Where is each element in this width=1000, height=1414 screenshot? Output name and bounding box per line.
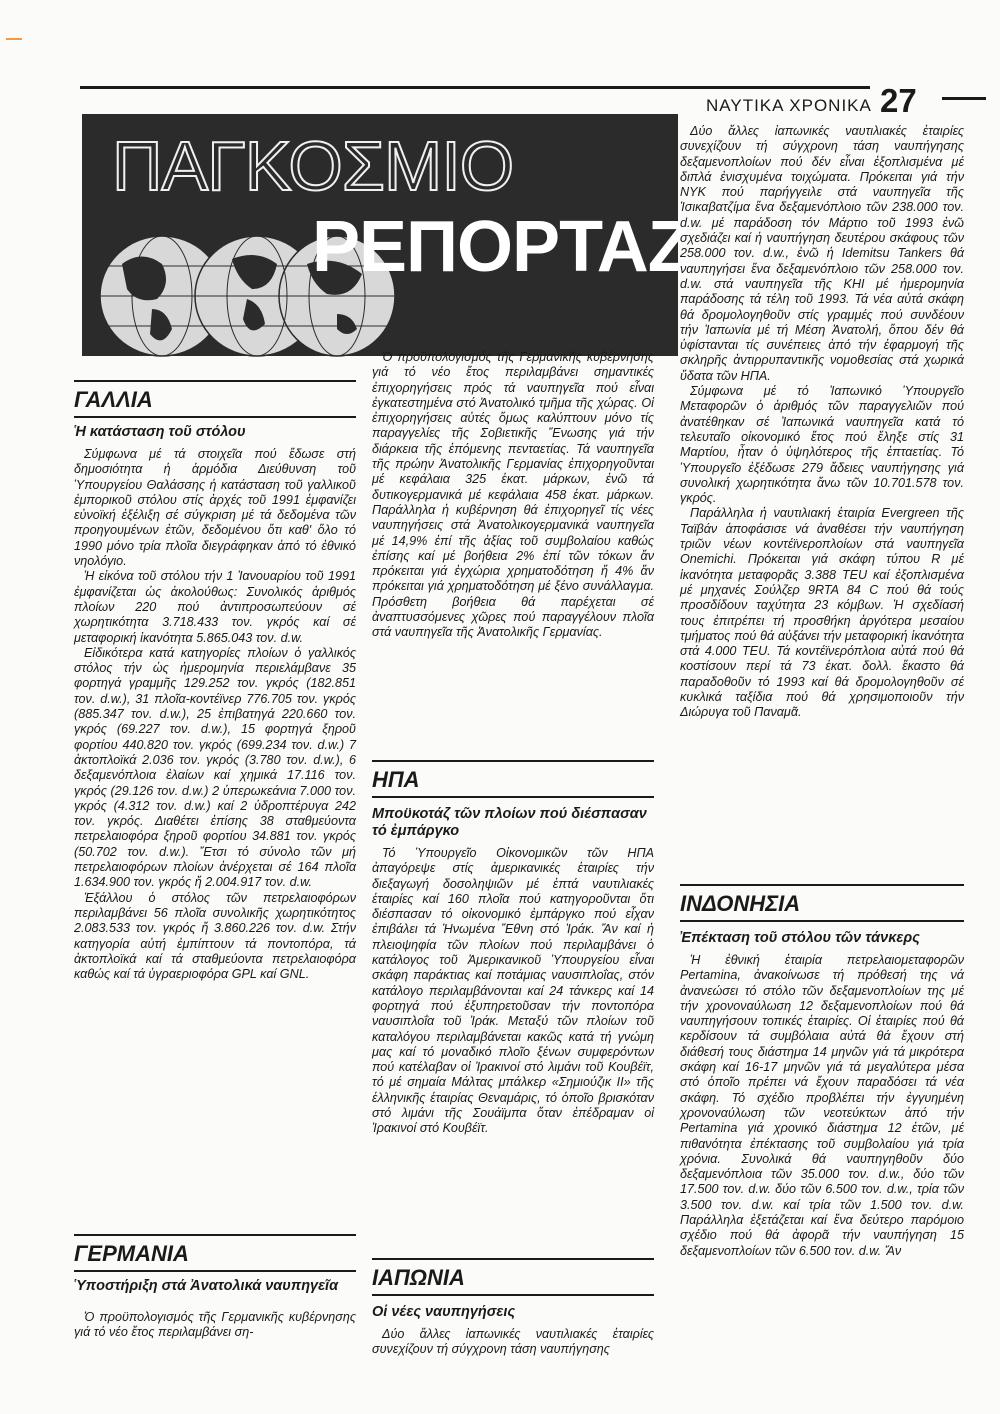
paragraph: Σύμφωνα μέ τά στοιχεῖα πού ἔδωσε στή δημοσιότητα ἡ ἁρμόδια Διεύθυνση τοῦ Ὑπουργείου Θαλάσσης ἡ κατάσταση τοῦ γαλλικοῦ ἐμπορικοῦ στόλου στίς ἀρχές τοῦ 1991 ἐμφανίζει εὐνοϊκή ἐξέλιξη σέ σύγκριση μέ τά δεδομένα τῶν προηγουμένων ἐτῶν, δεδομένου ὅτι καθ' ὅλο τό 1990 μόνο τρία πλοῖα διεγράφηκαν ἀπό τό ἐθνικό νηολόγιο.	[74, 447, 356, 569]
section-germania-heading	[74, 1234, 356, 1295]
section-subtitle: Μποϋκοτάζ τῶν πλοίων πού διέσπασαν τό ἐμπάργκο	[372, 806, 647, 839]
section-indonisia	[680, 884, 964, 1393]
banner-title-line2: ΡΕΠΟΡΤΑΖ	[312, 207, 691, 287]
banner-title-line1: ΠΑΓΚΟΣΜΙΟ	[112, 127, 514, 205]
section-subtitle: Οἱ νέες ναυπηγήσεις	[372, 1304, 516, 1320]
section-subtitle: Ὑποστήριξη στά Ἀνατολικά ναυπηγεῖα	[74, 1278, 339, 1294]
running-header: ΝΑΥΤΙΚΑ ΧΡΟΝΙΚΑ	[706, 96, 872, 115]
section-title: ΙΝΔΟΝΗΣΙΑ	[680, 891, 801, 916]
section-heading	[74, 1234, 356, 1272]
banner	[82, 114, 691, 356]
section-ipa	[372, 760, 654, 1137]
germania-body-start	[74, 1310, 356, 1376]
section-heading	[680, 884, 964, 922]
page-number: 27	[880, 82, 917, 119]
section-title: ΓΑΛΛΙΑ	[74, 387, 153, 412]
section-title: ΙΑΠΩΝΙΑ	[372, 1265, 465, 1290]
paragraph: Ὁ προϋπολογισμός τῆς Γερμανικῆς κυβέρνησης γιά τό νέο ἔτος περιλαμβάνει σημαντικές ἐπιχορηγήσεις πρός τά ναυπηγεῖα πού εἶναι ἐγκατεστημένα στό Ἀνατολικό τμῆμα τῆς χώρας. Οἱ ἐπιχορηγήσεις αὐτές ὅμως καλύπτουν μόνο τίς παραγγελίες τῆς Σοβιετικῆς Ἕνωσης γιά τήν διάρκεια τῆς ἑπόμενης πενταετίας. Τά ναυπηγεῖα τῆς πρώην Ἀνατολικῆς Γερμανίας ἐπιχορηγοῦνται μέ κεφάλαια 325 ἑκατ. μάρκων, ἐνῶ τά δυτικογερμανικά μέ κεφάλαια 458 ἑκατ. μάρκων. Παράλληλα ἡ κυβέρνηση θά ἐπιχορηγεῖ τίς νέες ναυπηγήσεις στά Ἀνατολικογερμανικά ναυπηγεῖα μέ 14,9% ἐπί τῆς ἀξίας τοῦ συμβολαίου καθώς ἐπίσης καί μέ βοήθεια 2% ἐπί τῶν τόκων ἄν πρόκειται γιά ἐγχώρια χρηματοδότηση ἤ 4% ἄν πρόκειται γιά χρηματοδότηση μέ ξένο συνάλλαγμα. Πρόσθετη βοήθεια θά παρέχεται σέ ἀναπτυσσόμενες χῶρες πού παραγγέλουν πλοῖα στά ναυπηγεῖα τῆς Ἀνατολικῆς Γερμανίας.	[372, 350, 654, 640]
section-title: ΓΕΡΜΑΝΙΑ	[74, 1241, 189, 1266]
corner-mark	[6, 38, 22, 40]
germania-body-continued	[372, 350, 654, 752]
section-heading	[74, 380, 356, 418]
paragraph: Παράλληλα ἡ ναυτιλιακή ἑταιρία Evergreen τῆς Ταϊβάν ἀποφάσισε νά ἀναθέσει τήν ναυπήγηση τριῶν νέων κοντέϊνεροπλοίων στά ναυπηγεῖα Onemichi. Πρόκειται γιά σκάφη τύπου R μέ ἱκανότητα μεταφορᾶς 3.388 TEU καί ἐξοπλισμένα μέ μηχανές Σούλζερ 9RTA 84 C πού θά τούς προσδίδουν ταχύτητα 23 κόμβων. Ἡ σχεδίασή τους ἐπιτρέπει τή προσθήκη ἀργότερα μεσαίου τμήματος πού θά αὐξάνει τήν μεταφορική ἱκανότητα στά 4.000 TEU. Τά κοντέϊνερόπλοια αὐτά πού θά κοστίσουν περί τά 73 ἑκατ. δολλ. ἕκαστο θά παραδοθοῦν τό 1993 καί θά δρομολογηθοῦν σέ κυκλικά ταξίδια πού θά χρησιμοποιοῦν τήν Διώρυγα τοῦ Παναμᾶ.	[680, 506, 964, 720]
paragraph: Δύο ἄλλες ἰαπωνικές ναυτιλιακές ἑταιρίες συνεχίζουν τή σύγχρονη τάση ναυπήγησης	[372, 1327, 654, 1357]
section-iaponia	[372, 1258, 654, 1375]
paragraph: Εἰδικότερα κατά κατηγορίες πλοίων ὁ γαλλικός στόλος τήν ὡς ἡμερομηνία περιελάμβανε 35 φορτηγά γραμμῆς 129.252 τον. γκρός (182.851 τον. d.w.), 31 πλοῖα-κοντέϊνερ 776.705 τον. γκρός (885.347 τον. d.w.), 25 ἐπιβατηγά 220.660 τον. γκρός (69.227 τον. d.w.), 15 φορτηγά ξηροῦ φορτίου 440.820 τον. γκρός (699.234 τον. d.w.) 7 ἀκτοπλοϊκά 2.036 τον. γκρός (3.780 τον. d.w.), 6 δεξαμενόπλοια ἐλαίων καί χημικά 17.116 τον. γκρός (29.126 τον. d.w.) 2 ὑπερωκεάνια 7.000 τον. γκρός (4.312 τον. d.w.) καί 2 ὑδροπτέρυγα 242 τον. γκρός. Διαθέτει ἐπίσης 38 σταθμεύοντα πετρελαιοφόρα ξηροῦ φορτίου 34.881 τον. γκρός (50.702 τον. d.w.). Ἔτσι τό σύνολο τῶν μή πετρελαιοφόρων πλοίων ἀνέρχεται σέ 164 πλοῖα 1.634.900 τον. γκρός ἤ 2.004.917 τον. d.w.	[74, 645, 356, 890]
top-rule	[80, 86, 870, 89]
paragraph: Δύο ἄλλες ἰαπωνικές ναυτιλιακές ἑταιρίες συνεχίζουν τή σύγχρονη τάση ναυπήγησης δεξαμενοπλοίων πού δέν εἶναι ἐξοπλισμένα μέ διπλά ἐνισχυμένα τοιχώματα. Πρόκειται γιά τήν NYK πού παρήγγειλε στά ναυπηγεῖα τῆς Ἰσικαβατζίμα ἕνα δεξαμενόπλοιο τῶν 238.000 τον. d.w. μέ παράδοση τόν Μάρτιο τοῦ 1993 ἐνῶ σχεδιάζει καί ἡ ναυπήγηση δευτέρου σκάφους τῶν 258.000 τον. d.w., ἐνῶ ἡ Idemitsu Tankers θά ναυπηγήσει ἕνα δεξαμενόπλοιο τῶν 258.000 τον. d.w. στά ναυπηγεῖα τῆς ΚΗΙ μέ ἡμερομηνία παράδοσης τά τέλη τοῦ 1993. Τά νέα αὐτά σκάφη θά δρομολογηθοῦν στίς γραμμές πού συνδέουν τήν Ἰαπωνία μέ τή Μέση Ἀνατολή, ὅπου δέν θά ὑφίστανται τίς συνέπειες ἀπό τήν ἐφαρμογή τῆς σκληρῆς ἀντιρρυπαντικῆς νομοθεσίας στά χωρικά ὕδατα τῶν ΗΠΑ.	[680, 124, 964, 383]
paragraph: Ὁ προϋπολογισμός τῆς Γερμανικῆς κυβέρνησης γιά τό νέο ἔτος περιλαμβάνει ση-	[74, 1310, 356, 1340]
section-heading	[372, 1258, 654, 1296]
section-heading	[372, 760, 654, 798]
section-subtitle: Ἐπέκταση τοῦ στόλου τῶν τάνκερς	[680, 930, 920, 946]
paragraph: Τό Ὑπουργεῖο Οἰκονομικῶν τῶν ΗΠΑ ἀπαγόρεψε στίς ἀμερικανικές ἑταιρίες τήν διεξαγωγή δοσοληψιῶν μέ ἑπτά ναυτιλιακές ἑταιρίες καί 160 πλοῖα πού κατηγοροῦνται ὅτι διέσπασαν τό οἰκονομικό ἐμπάργκο πού εἶχαν ἐπιβάλει τά Ἡνωμένα Ἔθνη στό Ἰράκ. Ἄν καί ἡ πλειοψηφία τῶν πλοίων πού περιλαμβάνει ὁ κατάλογος τοῦ Ἀμερικανικοῦ Ὑπουργείου εἶναι σκάφη παράκτιας καί ποτάμιας ναυσιπλοΐας, στόν κατάλογο περιλαμβάνονται καί 24 τάνκερς καί 14 φορτηγά πού ἐξυπηρετοῦσαν τήν ποντοπόρα ναυσιπλοΐα τοῦ Ἰράκ. Μεταξύ τῶν πλοίων τοῦ καταλόγου περιλαμβάνεται κακῶς κατά τή γνώμη μας καί τό μοναδικό πλοῖο ξένων συμφερόντων πού κατέλαβαν οἱ Ἰρακινοί στό λιμάνι τοῦ Κουβέϊτ, τό μέ σημαία Μάλτας μπάλκερ «Σημιούζικ ΙΙ» τῆς ἑλληνικῆς ἑταιρίας Θεναμάρις, τό ὁποῖο βρισκόταν στό λιμάνι τῆς Σουάϊμπα ὅταν ἐπέδραμαν οἱ Ἰρακινοί στό Κουβέϊτ.	[372, 846, 654, 1136]
paragraph: Ἡ εἰκόνα τοῦ στόλου τήν 1 Ἰανουαρίου τοῦ 1991 ἐμφανίζεται ὡς ἀκολούθως: Συνολικός ἀριθμός πλοίων 220 πού ἀντιπροσωπεύουν σέ χωρητικότητα 3.718.433 τον. γκρός καί σέ μεταφορική ἱκανότητα 5.865.043 τον. d.w.	[74, 569, 356, 645]
section-gallia	[74, 380, 356, 982]
paragraph: Ἡ ἐθνική ἑταιρία πετρελαιομεταφορῶν Pertamina, ἀνακοίνωσε τή πρόθεσή της νά ἀνανεώσει τό στόλο τῶν δεξαμενοπλοίων της μέ τήν χρονοναύλωση 12 δεξαμενοπλοίων πού θά ναυπηγήσουν τοπικές ἑταιρίες. Οἱ ἑταιρίες πού θά κερδίσουν τά συμβόλαια αὐτά θά ἔχουν στή διάθεσή τους διάστημα 14 μηνῶν γιά τά μικρότερα σκάφη καί 16-17 μηνῶν γιά τά μεγαλύτερα μέσα στό ὁποῖο πρέπει νά ἔχουν παραδόσει τά νέα σκάφη. Τό σχέδιο προβλέπει τήν ἐγγυημένη χρονοναύλωση τῶν νεοτεύκτων ἀπό τήν Pertamina γιά χρονικό διάστημα 12 ἐτῶν, μέ πιθανότητα ἐπέκτασης τοῦ συμβολαίου γιά τρία χρόνια. Συνολικά θά ναυπηγηθοῦν δύο δεξαμενόπλοια τῶν 35.000 τον. d.w., δύο τῶν 17.500 τον. d.w. δύο τῶν 6.500 τον. d.w., τρία τῶν 3.500 τον. d.w. καί τρία τῶν 1.500 τον. d.w. Παράλληλα ἐξετάζεται καί ἕνα δεύτερο παρόμοιο σχέδιο πού θά ἀφορᾶ τήν ναυπήγηση 15 δεξαμενοπλοίων τῶν 6.500 τον. d.w. Ἄν	[680, 953, 964, 1258]
paragraph: Σύμφωνα μέ τό Ἰαπωνικό Ὑπουργεῖο Μεταφορῶν ὁ ἀριθμός τῶν παραγγελιῶν πού ἀνατέθηκαν σέ Ἰαπωνικά ναυπηγεῖα κατά τό τελευταῖο οἰκονομικό ἔτος πού ἔληξε στίς 31 Μαρτίου, ἦταν ὁ ὑψηλότερος τῆς ἑπταετίας. Τό Ὑπουργεῖο ἐξέδωσε 279 ἄδειες ναυπήγησης γιά συνολική χωρητικότητα ἄνω τῶν 10.701.578 τον. γκρός.	[680, 384, 964, 506]
iaponia-body-continued	[680, 124, 964, 868]
paragraph: Ἐξάλλου ὁ στόλος τῶν πετρελαιοφόρων περιλαμβάνει 56 πλοῖα συνολικῆς χωρητικότητος 2.083.533 τον. γκρός ἤ 3.860.226 τον. d.w. Στήν κατηγορία αὐτή ἐμπίπτουν τά ποντοπόρα, τά ἀκτοπλοϊκά καί τά σταθμεύοντα πετρελαιοφόρα καθώς καί τά ὑγραεριοφόρα GPL καί GNL.	[74, 890, 356, 982]
section-title: ΗΠΑ	[372, 767, 420, 792]
section-subtitle: Ἡ κατάσταση τοῦ στόλου	[74, 424, 246, 440]
top-rule-right	[942, 97, 986, 100]
